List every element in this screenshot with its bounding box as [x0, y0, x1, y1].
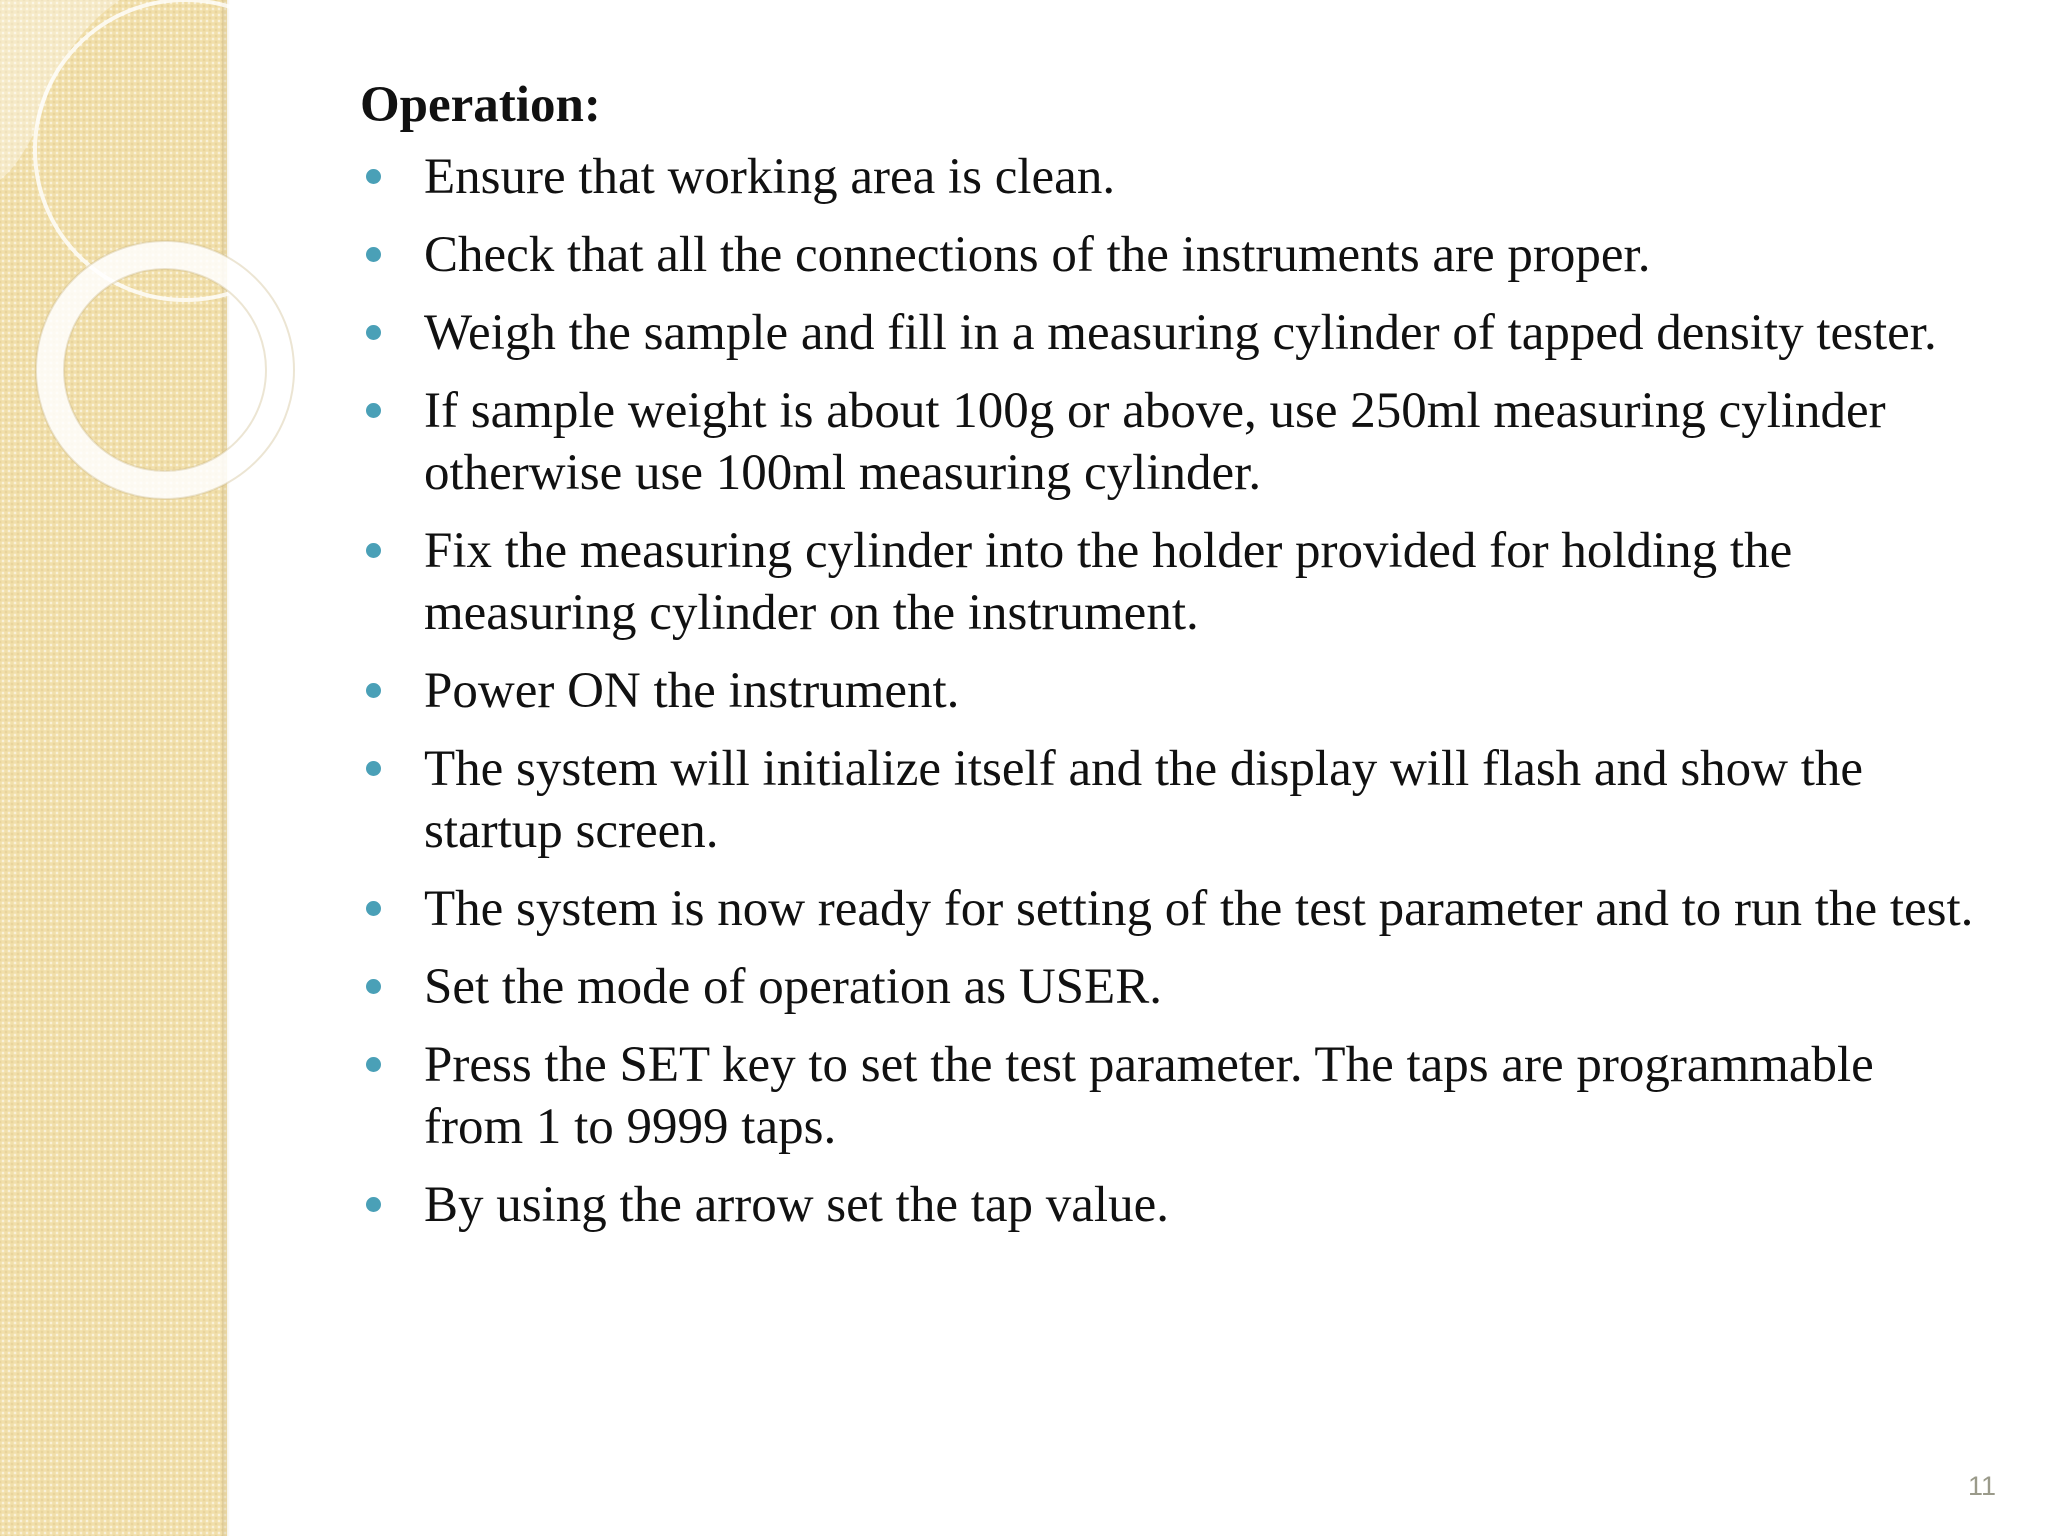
bullet-icon: [366, 325, 381, 340]
bullet-item: [360, 738, 1980, 862]
bullet-icon: [366, 1057, 381, 1072]
bullet-text: If sample weight is about 100g or above, use 250ml measuring cylinder otherwise use 100ml measuring cylinder.: [424, 383, 1886, 501]
bullet-item: [360, 956, 1980, 1018]
bullet-item: [360, 1034, 1980, 1158]
bullet-text: Fix the measuring cylinder into the holder provided for holding the measuring cylinder on the instrument.: [424, 523, 1793, 641]
bullet-text: By using the arrow set the tap value.: [424, 1177, 1169, 1233]
bullet-icon: [366, 543, 381, 558]
bullet-text: The system will initialize itself and the display will flash and show the startup screen.: [424, 741, 1864, 859]
bullet-icon: [366, 761, 381, 776]
bullet-item: [360, 520, 1980, 644]
decorative-circles: [0, 0, 300, 560]
slide-content: [360, 70, 1980, 1252]
bullet-item: [360, 224, 1980, 286]
bullet-text: Press the SET key to set the test parameter. The taps are programmable from 1 to 9999 taps.: [424, 1037, 1874, 1155]
bullet-text: Weigh the sample and fill in a measuring cylinder of tapped density tester.: [424, 305, 1937, 361]
bullet-icon: [366, 683, 381, 698]
bullet-icon: [366, 403, 381, 418]
bullet-item: [360, 1174, 1980, 1236]
bullet-item: [360, 302, 1980, 364]
bullet-icon: [366, 169, 381, 184]
bullet-item: [360, 146, 1980, 208]
bullet-icon: [366, 979, 381, 994]
bullet-text: Power ON the instrument.: [424, 663, 960, 719]
bullet-text: Ensure that working area is clean.: [424, 149, 1116, 205]
bullet-list: [360, 146, 1980, 1236]
bullet-item: [360, 660, 1980, 722]
page-number: 11: [1967, 1471, 1996, 1501]
slide-heading: Operation:: [360, 77, 601, 133]
bullet-text: Set the mode of operation as USER.: [424, 959, 1162, 1015]
bullet-item: [360, 878, 1980, 940]
bullet-text: The system is now ready for setting of the test parameter and to run the test.: [424, 881, 1974, 937]
bullet-text: Check that all the connections of the instruments are proper.: [424, 227, 1651, 283]
bullet-icon: [366, 247, 381, 262]
bullet-icon: [366, 901, 381, 916]
bullet-icon: [366, 1197, 381, 1212]
bullet-item: [360, 380, 1980, 504]
